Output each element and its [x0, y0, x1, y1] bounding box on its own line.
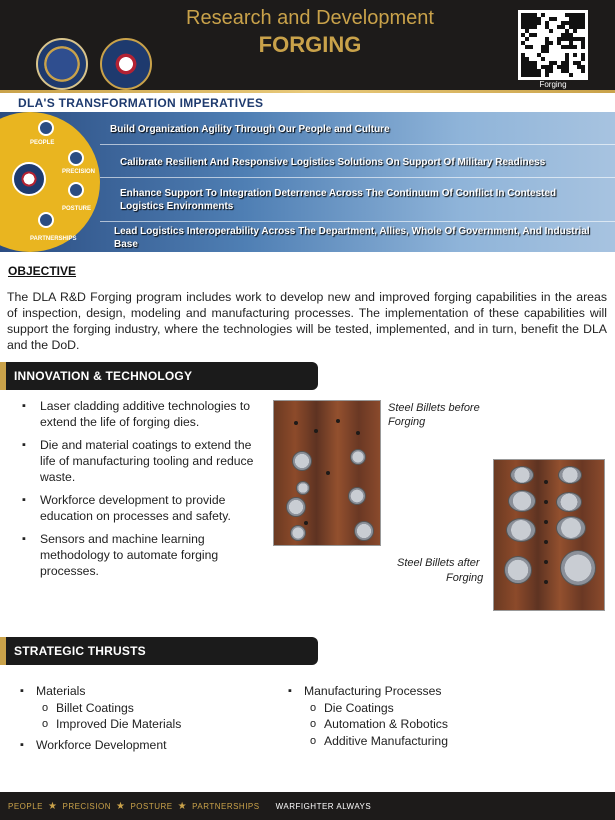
footer-precision: PRECISION [62, 801, 111, 811]
wheel-label-people: PEOPLE [30, 140, 55, 146]
header-subtitle: FORGING [258, 32, 362, 57]
billets-before-photo [273, 400, 381, 546]
people-icon [38, 120, 54, 136]
footer-posture: POSTURE [130, 801, 173, 811]
list-item: ▪ Workforce development to provide education on processes and safety. [22, 492, 262, 524]
objective-text: The DLA R&D Forging program includes work to develop new and improved forging capabilities in the areas of inspection, design, modeling and manufacturing processes. The implementation of these capabilities will support the forging industry, where the technologies will be tested, implemented, and in turn, benefit the DLA and the DoD. [7, 290, 607, 352]
posture-icon [68, 182, 84, 198]
thrust-subitem: o Automation & Robotics [288, 716, 588, 733]
thrusts-heading: STRATEGIC THRUSTS [0, 637, 318, 665]
before-caption: Steel Billets before [388, 402, 480, 414]
billets-after-photo [493, 459, 605, 611]
imperative-divider [100, 221, 615, 222]
imperative-partnerships: Lead Logistics Interoperability Across The Department, Allies, Whole Of Government, And Industrial Base [114, 226, 590, 250]
thrust-subitem: o Billet Coatings [20, 700, 270, 717]
thrust-item: ▪ Manufacturing Processes [288, 683, 588, 700]
thrust-subitem: o Improved Die Materials [20, 716, 270, 733]
innovation-heading: INNOVATION & TECHNOLOGY [0, 362, 318, 390]
thrusts-left-column [20, 683, 270, 753]
header-divider [0, 90, 615, 93]
page-footer [0, 792, 615, 820]
precision-icon [68, 150, 84, 166]
thrust-item: ▪ Workforce Development [20, 737, 270, 754]
star-icon: ★ [177, 800, 188, 812]
footer-partnerships: PARTNERSHIPS [192, 801, 260, 811]
thrust-subitem: o Additive Manufacturing [288, 733, 588, 750]
after-caption: Steel Billets after [397, 557, 480, 569]
dod-seal-logo [36, 38, 88, 90]
after-caption-2: Forging [446, 572, 484, 584]
list-item: ▪ Sensors and machine learning methodology to automate forging processes. [22, 531, 262, 579]
dla-center-emblem [12, 162, 46, 196]
imperative-divider [100, 177, 615, 178]
innovation-bullet-list [22, 398, 262, 586]
wheel-label-posture: POSTURE [62, 206, 92, 212]
qr-code[interactable] [518, 10, 588, 80]
imperative-precision: Calibrate Resilient And Responsive Logistics Solutions On Support Of Military Readiness [120, 156, 546, 168]
footer-people: PEOPLE [8, 801, 44, 811]
wheel-label-partnerships: PARTNERSHIPS [30, 236, 77, 242]
objective-heading: OBJECTIVE [8, 264, 77, 278]
list-item: ▪ Laser cladding additive technologies to extend the life of forging dies. [22, 398, 262, 430]
star-icon: ★ [48, 800, 58, 812]
imperative-people: Build Organization Agility Through Our People and Culture [110, 123, 390, 135]
before-caption-2: Forging [388, 416, 426, 428]
wheel-label-precision: PRECISION [62, 169, 96, 175]
list-item: ▪ Die and material coatings to extend the life of manufacturing tooling and reduce waste. [22, 437, 262, 485]
star-icon: ★ [116, 800, 126, 812]
imperatives-title: DLA'S TRANSFORMATION IMPERATIVES [18, 96, 264, 110]
qr-caption: Forging [539, 80, 567, 89]
imperative-divider [100, 144, 615, 145]
header-title: Research and Development [186, 7, 434, 29]
thrust-item: ▪ Materials [20, 683, 270, 700]
thrust-subitem: o Die Coatings [288, 700, 588, 717]
partnerships-icon [38, 212, 54, 228]
thrusts-right-column [288, 683, 588, 749]
footer-slogan: WARFIGHTER ALWAYS [275, 801, 372, 811]
imperative-posture: Enhance Support To Integration Deterrence Across The Continuum Of Conflict In Contested Logistics Environments [120, 188, 557, 212]
